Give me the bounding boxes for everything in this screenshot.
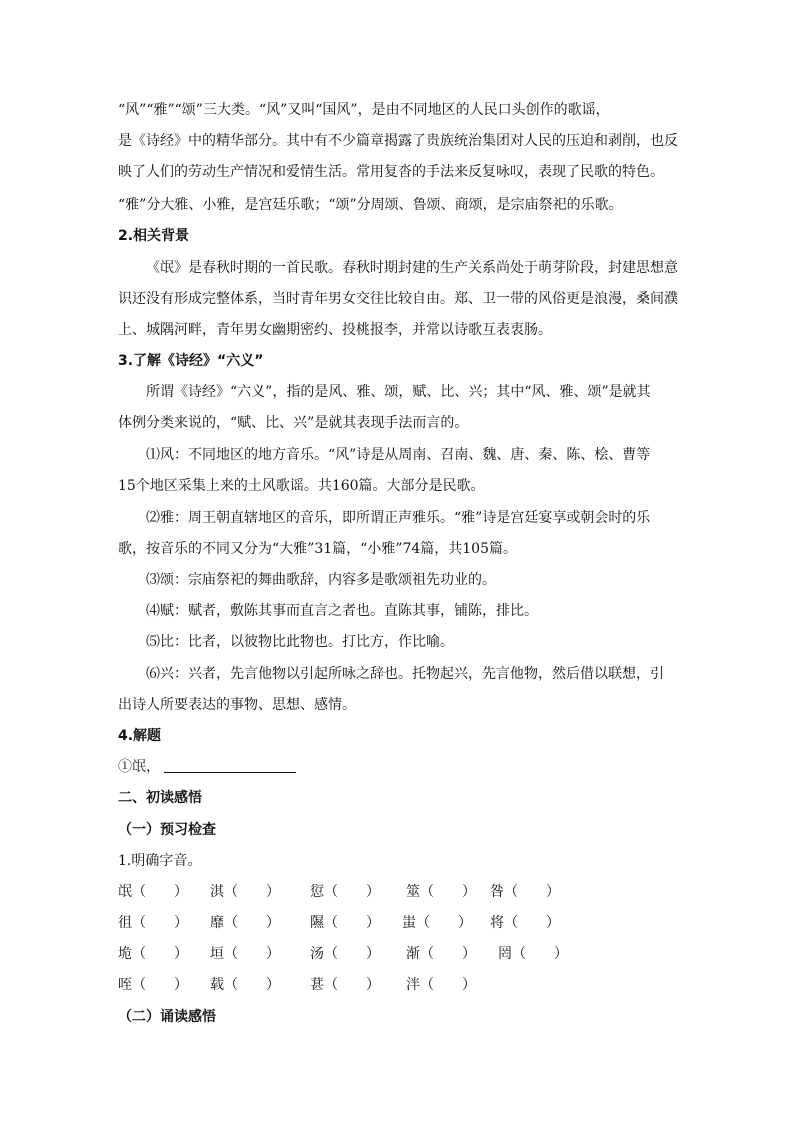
paragraph-line: 《氓》是春秋时期的一首民歌。春秋时期封建的生产关系尚处于萌芽阶段，封建思想意	[146, 260, 678, 276]
task-label: 1.明确字音。	[118, 853, 202, 869]
pronunciation-item: 徂（ ）	[118, 915, 188, 931]
answer-blank[interactable]	[164, 758, 296, 773]
subsection-heading: （二）诵读感悟	[118, 1009, 216, 1025]
pronunciation-item: 蚩（ ）	[402, 915, 472, 931]
paragraph-line: 体例分类来说的，“赋、比、兴”是就其表现手法而言的。	[118, 415, 469, 431]
paragraph-line: “雅”分大雅、小雅，是宫廷乐歌；“颂”分周颂、鲁颂、商颂，是宗庙祭祀的乐歌。	[118, 197, 623, 213]
pronunciation-item: 淇（ ）	[210, 884, 280, 900]
pronunciation-item: 靡（ ）	[210, 915, 280, 931]
paragraph-line: “风”“雅”“颂”三大类。“风”又叫“国风”，是由不同地区的人民口头创作的歌谣，	[118, 102, 610, 118]
pronunciation-item: 氓（ ）	[118, 884, 188, 900]
pronunciation-item: 咎（ ）	[490, 884, 560, 900]
subsection-heading: （一）预习检查	[118, 822, 216, 838]
list-item: ⑶颂：宗庙祭祀的舞曲歌辞，内容多是歌颂祖先功业的。	[146, 572, 496, 588]
pronunciation-item: 泮（ ）	[406, 977, 476, 993]
section-heading: 4.解题	[118, 728, 162, 744]
pronunciation-item: 汤（ ）	[310, 946, 380, 962]
section-heading: 2.相关背景	[118, 228, 190, 244]
list-item-continuation: 出诗人所要表达的事物、思想、感情。	[118, 697, 356, 713]
list-item: ⑴风：不同地区的地方音乐。“风”诗是从周南、召南、魏、唐、秦、陈、桧、曹等	[146, 447, 651, 463]
pronunciation-item: 葚（ ）	[310, 977, 380, 993]
pronunciation-item: 将（ ）	[490, 915, 560, 931]
fill-in-label: ①氓，	[118, 759, 160, 775]
pronunciation-item: 筮（ ）	[406, 884, 476, 900]
pronunciation-item: 垣（ ）	[210, 946, 280, 962]
list-item-continuation: 歌，按音乐的不同又分为“大雅”31篇，“小雅”74篇，共105篇。	[118, 541, 517, 557]
pronunciation-item: 载（ ）	[210, 977, 280, 993]
paragraph-line: 是《诗经》中的精华部分。其中有不少篇章揭露了贵族统治集团对人民的压迫和剥削，也反	[118, 133, 678, 149]
list-item: ⑹兴：兴者，先言他物以引起所咏之辞也。托物起兴，先言他物，然后借以联想，引	[146, 666, 664, 682]
pronunciation-item: 垝（ ）	[118, 946, 188, 962]
paragraph-line: 上、城隅河畔，青年男女幽期密约、投桃报李，并常以诗歌互表衷肠。	[118, 322, 552, 338]
paragraph-line: 所谓《诗经》“六义”，指的是风、雅、颂，赋、比、兴；其中“风、雅、颂”是就其	[146, 384, 651, 400]
fill-in-item	[118, 757, 678, 777]
pronunciation-item: 渐（ ）	[406, 946, 476, 962]
section-heading: 3.了解《诗经》“六义”	[118, 353, 264, 369]
list-item: ⑵雅：周王朝直辖地区的音乐，即所谓正声雅乐。“雅”诗是宫廷宴享或朝会时的乐	[146, 510, 651, 526]
pronunciation-item: 隰（ ）	[310, 915, 380, 931]
list-item-continuation: 15个地区采集上来的土风歌谣。共160篇。大部分是民歌。	[118, 478, 485, 494]
list-item: ⑸比：比者，以彼物比此物也。打比方，作比喻。	[146, 634, 454, 650]
list-item: ⑷赋：赋者，敷陈其事而直言之者也。直陈其事，铺陈，排比。	[146, 603, 538, 619]
paragraph-line: 识还没有形成完整体系，当时青年男女交往比较自由。郑、卫一带的风俗更是浪漫，桑间濮	[118, 291, 678, 307]
pronunciation-item: 咥（ ）	[118, 977, 188, 993]
pronunciation-item: 罔（ ）	[498, 946, 568, 962]
part-heading: 二、初读感悟	[118, 790, 202, 806]
pronunciation-item: 愆（ ）	[310, 884, 380, 900]
paragraph-line: 映了人们的劳动生产情况和爱情生活。常用复沓的手法来反复咏叹，表现了民歌的特色。	[118, 164, 664, 180]
